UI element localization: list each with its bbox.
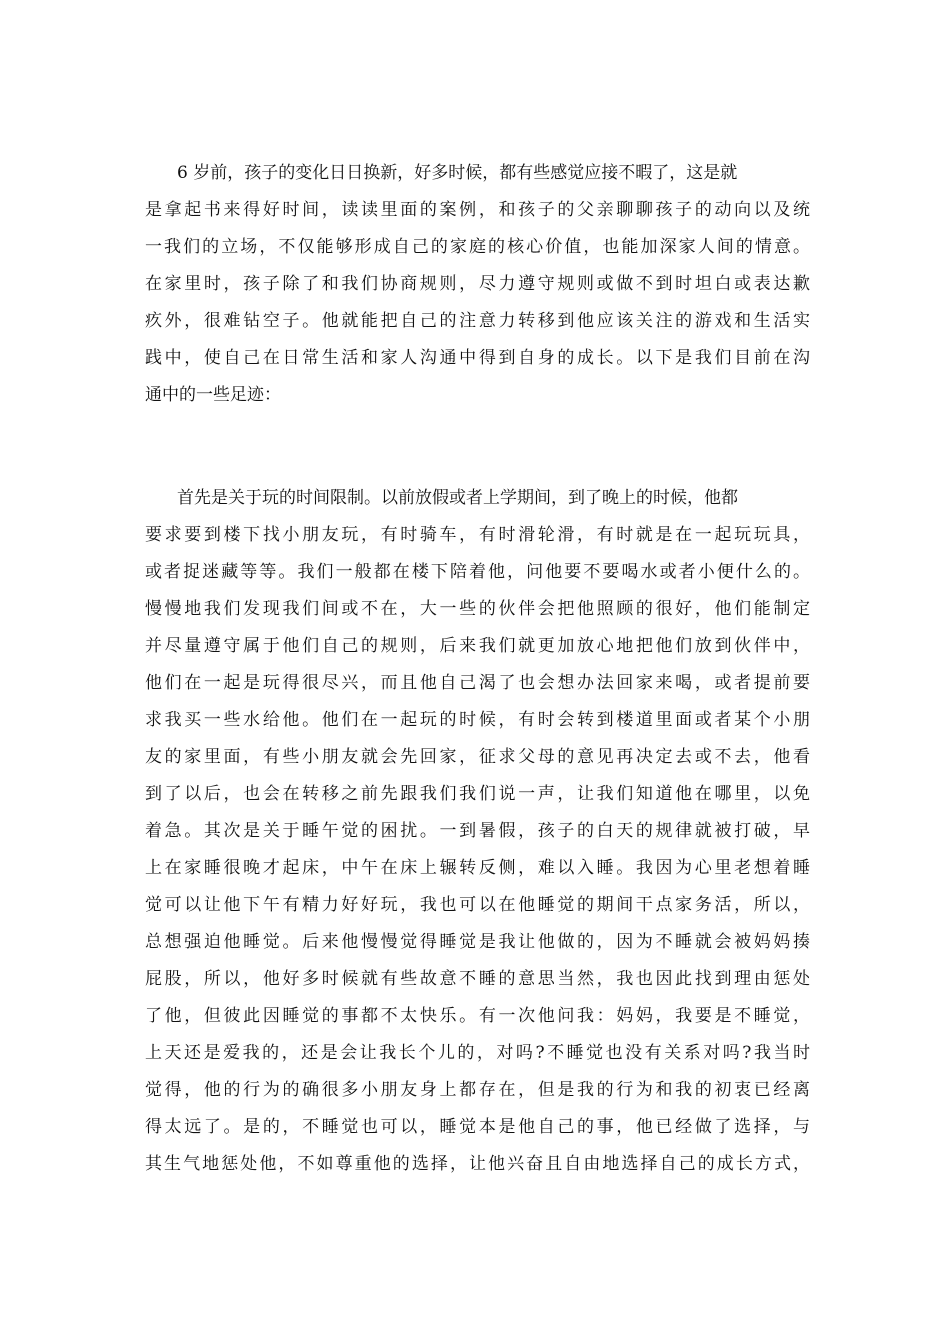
text-line: 到了以后，也会在转移之前先跟我们我们说一声，让我们知道他在哪里，以免	[145, 784, 810, 804]
text-line: 是拿起书来得好时间，读读里面的案例，和孩子的父亲聊聊孩子的动向以及统	[145, 200, 810, 220]
text-line: 着急。其次是关于睡午觉的困扰。一到暑假，孩子的白天的规律就被打破，早	[145, 821, 810, 841]
text-line: 或者捉迷藏等等。我们一般都在楼下陪着他，问他要不要喝水或者小便什么的。	[145, 562, 810, 582]
text-line: 友的家里面，有些小朋友就会先回家，征求父母的意见再决定去或不去，他看	[145, 747, 810, 767]
text-line: 上天还是爱我的，还是会让我长个儿的，对吗?不睡觉也没有关系对吗?我当时	[145, 1043, 810, 1063]
text-line: 了他，但彼此因睡觉的事都不太快乐。有一次他问我：妈妈，我要是不睡觉，	[145, 1006, 810, 1026]
text-line: 觉可以让他下午有精力好好玩，我也可以在他睡觉的期间干点家务活，所以，	[145, 895, 810, 915]
text-line: 6 岁前，孩子的变化日日换新，好多时候，都有些感觉应接不暇了，这是就	[177, 163, 738, 183]
text-line: 在家里时，孩子除了和我们协商规则，尽力遵守规则或做不到时坦白或表达歉	[145, 274, 810, 294]
text-line: 得太远了。是的，不睡觉也可以，睡觉本是他自己的事，他已经做了选择，与	[145, 1117, 810, 1137]
text-line: 一我们的立场，不仅能够形成自己的家庭的核心价值，也能加深家人间的情意。	[145, 237, 810, 257]
text-line: 疚外，很难钻空子。他就能把自己的注意力转移到他应该关注的游戏和生活实	[145, 311, 810, 331]
text-line: 求我买一些水给他。他们在一起玩的时候，有时会转到楼道里面或者某个小朋	[145, 710, 810, 730]
text-line: 他们在一起是玩得很尽兴，而且他自己渴了也会想办法回家来喝，或者提前要	[145, 673, 810, 693]
text-line: 践中，使自己在日常生活和家人沟通中得到自身的成长。以下是我们目前在沟	[145, 348, 810, 368]
text-line: 总想强迫他睡觉。后来他慢慢觉得睡觉是我让他做的，因为不睡就会被妈妈揍	[145, 932, 810, 952]
text-line: 其生气地惩处他，不如尊重他的选择，让他兴奋且自由地选择自己的成长方式，	[145, 1154, 810, 1174]
text-line: 上在家睡很晚才起床，中午在床上辗转反侧，难以入睡。我因为心里老想着睡	[145, 858, 810, 878]
text-line: 通中的一些足迹：	[145, 385, 281, 405]
text-line: 首先是关于玩的时间限制。以前放假或者上学期间，到了晚上的时候，他都	[177, 488, 738, 508]
text-line: 并尽量遵守属于他们自己的规则，后来我们就更加放心地把他们放到伙伴中，	[145, 636, 810, 656]
text-line: 慢慢地我们发现我们间或不在，大一些的伙伴会把他照顾的很好，他们能制定	[145, 599, 810, 619]
text-line: 屁股，所以，他好多时候就有些故意不睡的意思当然，我也因此找到理由惩处	[145, 969, 810, 989]
text-line: 要求要到楼下找小朋友玩，有时骑车，有时滑轮滑，有时就是在一起玩玩具，	[145, 525, 810, 545]
text-line: 觉得，他的行为的确很多小朋友身上都存在，但是我的行为和我的初衷已经离	[145, 1080, 810, 1100]
